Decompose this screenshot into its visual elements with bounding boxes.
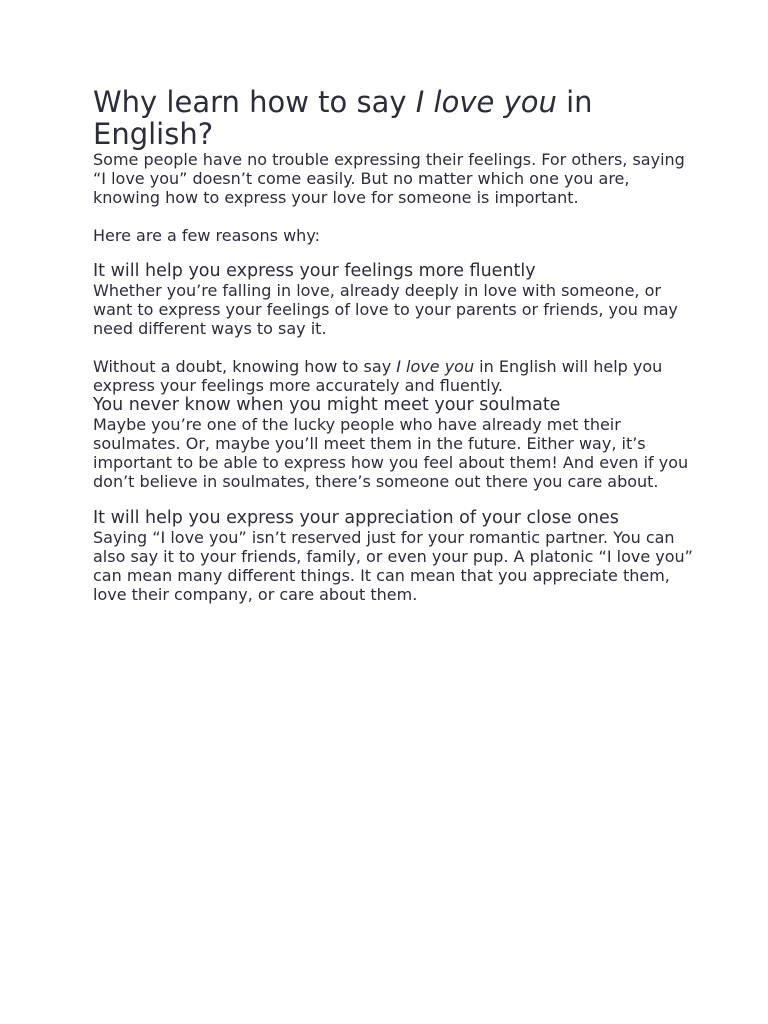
doubt-text-after: in English will help you express your feelings more accurately and fluently. — [93, 357, 663, 395]
section-heading-soulmate: You never know when you might meet your soulmate — [93, 395, 561, 415]
section-heading-appreciation: It will help you express your appreciation of your close ones — [93, 508, 619, 528]
section-paragraph-soulmate: Maybe you’re one of the lucky people who have already met their soulmates. Or, maybe you’ll meet them in the future. Either way, it’s important to be able to express how you feel about them! And even if you don’t believe in soulmates, there’s someone out there you care about. — [93, 415, 689, 491]
document-page — [93, 86, 693, 604]
section-paragraph-doubt — [93, 357, 693, 395]
title-text-before: Why learn how to say — [93, 85, 416, 119]
section-paragraph-fluently: Whether you’re falling in love, already deeply in love with someone, or want to express your feelings of love to your parents or friends, you may need different ways to say it. — [93, 281, 678, 338]
page-title — [93, 86, 693, 150]
section-paragraph-appreciation: Saying “I love you” isn’t reserved just for your romantic partner. You can also say it to your friends, family, or even your pup. A platonic “I love you” can mean many different things. It can mean that you appreciate them, love their company, or care about them. — [93, 528, 693, 604]
title-emphasis: I love you — [415, 85, 557, 119]
section-heading-fluently: It will help you express your feelings more fluently — [93, 261, 536, 281]
doubt-emphasis: I love you — [396, 357, 475, 376]
intro-paragraph: Some people have no trouble expressing their feelings. For others, saying “I love you” doesn’t come easily. But no matter which one you are, knowing how to express your love for someone is important. — [93, 150, 685, 207]
doubt-text-before: Without a doubt, knowing how to say — [93, 357, 397, 376]
title-text-after: in English? — [93, 85, 593, 151]
reasons-lead-paragraph: Here are a few reasons why: — [93, 226, 321, 245]
